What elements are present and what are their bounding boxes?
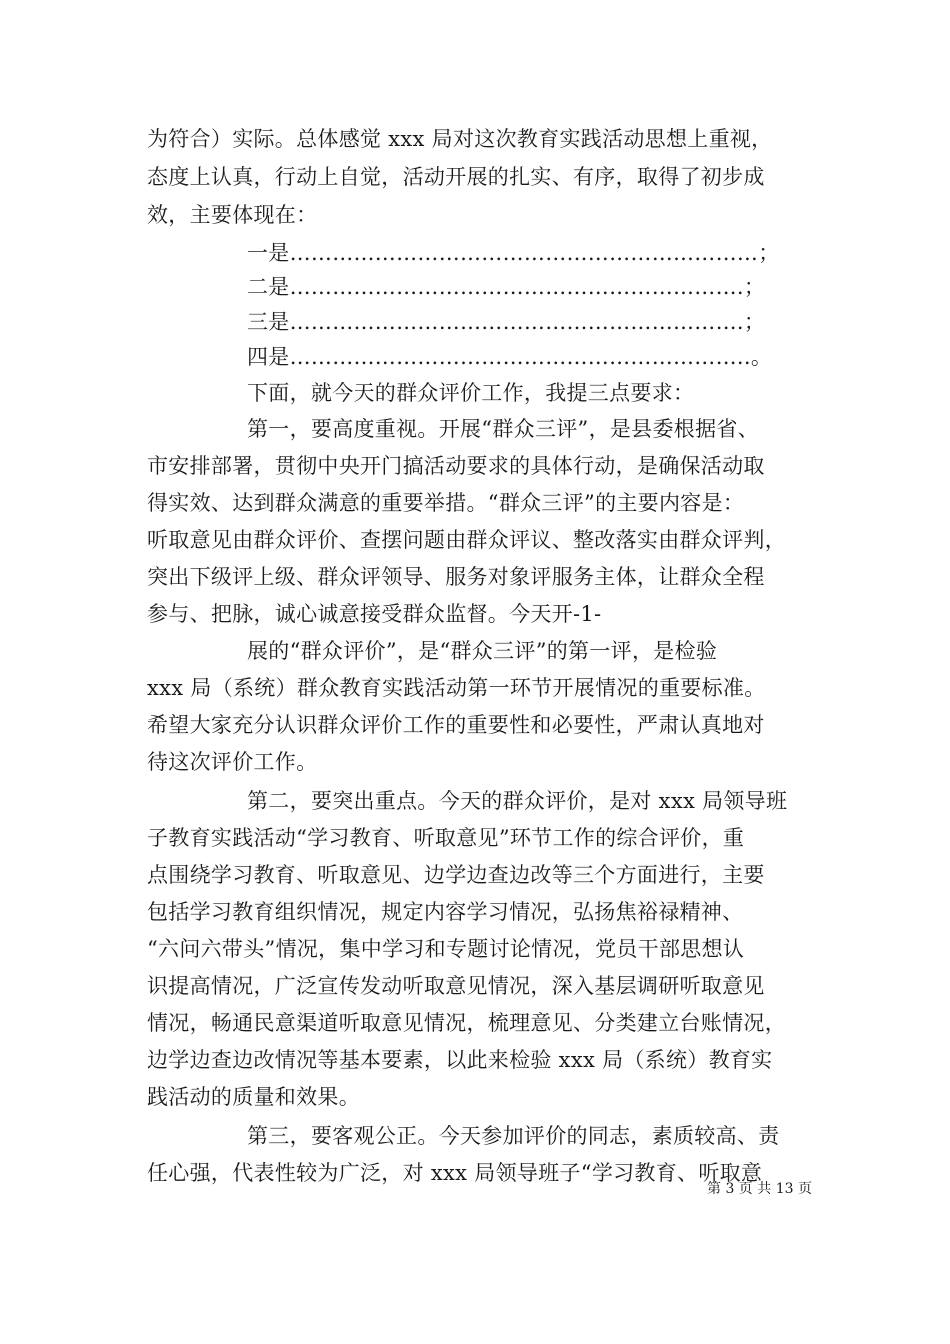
text-line: xxx 局（系统）群众教育实践活动第一环节开展情况的重要标准。 <box>147 676 766 700</box>
text-line: 态度上认真，行动上自觉，活动开展的扎实、有序，取得了初步成 <box>147 165 765 189</box>
page-number: 第 3 页 共 13 页 <box>707 1181 812 1197</box>
paragraph-second-start: 第二，要突出重点。今天的群众评价，是对 xxx 局领导班 <box>247 789 788 813</box>
text-line: 边学边查边改情况等基本要素，以此来检验 xxx 局（系统）教育实 <box>147 1048 773 1072</box>
text-line: 任心强，代表性较为广泛，对 xxx 局领导班子“学习教育、听取意 <box>147 1161 763 1185</box>
paragraph-third-start: 第三，要客观公正。今天参加评价的同志，素质较高、责 <box>247 1124 780 1148</box>
text-line: 识提高情况，广泛宣传发动听取意见情况，深入基层调研听取意见 <box>147 974 765 998</box>
text-line: 市安排部署，贯彻中央开门搞活动要求的具体行动，是确保活动取 <box>147 454 765 478</box>
list-item-2: 二是……………………………………………………….； <box>247 275 766 299</box>
text-line: 践活动的质量和效果。 <box>147 1085 360 1109</box>
list-item-1: 一是…………………………………………………………； <box>247 241 780 265</box>
text-line: 包括学习教育组织情况，规定内容学习情况，弘扬焦裕禄精神、 <box>147 900 744 924</box>
text-line: 下面，就今天的群众评价工作，我提三点要求： <box>247 381 695 405</box>
text-line: 情况，畅通民意渠道听取意见情况，梳理意见、分类建立台账情况， <box>147 1011 786 1035</box>
text-line: 突出下级评上级、群众评领导、服务对象评服务主体，让群众全程 <box>147 565 765 589</box>
text-line: “六问六带头”情况，集中学习和专题讨论情况，党员干部思想认 <box>147 937 745 961</box>
list-item-3: 三是……………………………………………………….； <box>247 310 766 334</box>
text-line: 效，主要体现在： <box>147 203 318 227</box>
list-item-4: 四是………………………………………………………..。 <box>247 345 773 369</box>
text-line: 参与、把脉，诚心诚意接受群众监督。今天开-1- <box>147 602 602 626</box>
text-line: 子教育实践活动“学习教育、听取意见”环节工作的综合评价，重 <box>147 826 745 850</box>
text-line: 展的“群众评价”，是“群众三评”的第一评，是检验 <box>247 639 718 663</box>
text-line: 得实效、达到群众满意的重要举措。“群众三评”的主要内容是： <box>147 491 745 515</box>
text-line: 希望大家充分认识群众评价工作的重要性和必要性，严肃认真地对 <box>147 713 765 737</box>
paragraph-first-start: 第一，要高度重视。开展“群众三评”，是县委根据省、 <box>247 417 759 441</box>
text-line: 为符合）实际。总体感觉 xxx 局对这次教育实践活动思想上重视， <box>147 127 773 151</box>
text-line: 点围绕学习教育、听取意见、边学边查边改等三个方面进行，主要 <box>147 863 765 887</box>
text-line: 待这次评价工作。 <box>147 750 318 774</box>
text-line: 听取意见由群众评价、查摆问题由群众评议、整改落实由群众评判， <box>147 528 786 552</box>
